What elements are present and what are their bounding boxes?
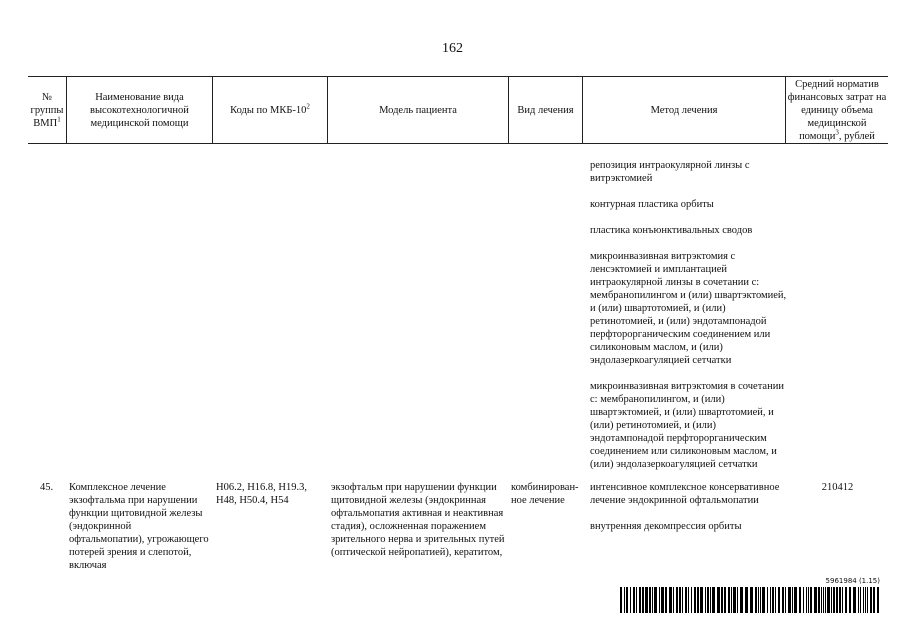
method-item: внутренняя декомпрессия орбиты bbox=[590, 521, 742, 532]
barcode-bar bbox=[845, 587, 847, 613]
barcode-bar bbox=[673, 587, 674, 613]
barcode-bar bbox=[762, 587, 765, 613]
barcode-bar bbox=[806, 587, 807, 613]
barcode-bar bbox=[688, 587, 689, 613]
barcode-bar bbox=[782, 587, 784, 613]
continuation-methods-list bbox=[590, 159, 790, 484]
header-patient-model: Модель пациента bbox=[379, 104, 457, 116]
barcode-bar bbox=[733, 587, 736, 613]
barcode-bar bbox=[639, 587, 641, 613]
barcode-bar bbox=[808, 587, 809, 613]
barcode-bar bbox=[728, 587, 730, 613]
row-45-cost: 210412 bbox=[821, 482, 854, 493]
barcode-bar bbox=[636, 587, 637, 613]
barcode-bar bbox=[721, 587, 723, 613]
barcode-bar bbox=[665, 587, 667, 613]
barcode-bar bbox=[705, 587, 706, 613]
barcode-bar bbox=[772, 587, 774, 613]
barcode-bar bbox=[724, 587, 726, 613]
barcode-bar bbox=[745, 587, 748, 613]
barcode-bar bbox=[652, 587, 653, 613]
barcode-bar bbox=[865, 587, 866, 613]
barcode-bar bbox=[823, 587, 824, 613]
barcode-bar bbox=[792, 587, 793, 613]
barcode-bar bbox=[645, 587, 648, 613]
barcode-bar bbox=[842, 587, 843, 613]
row-45-icd-codes: H06.2, H16.8, H19.3, H48, H50.4, H54 bbox=[216, 482, 307, 506]
header-treatment-method: Метод лечения bbox=[650, 104, 718, 116]
barcode-bar bbox=[778, 587, 780, 613]
barcode-bar bbox=[710, 587, 711, 613]
barcode-bar bbox=[860, 587, 861, 613]
barcode-bar bbox=[863, 587, 864, 613]
barcode-bar bbox=[810, 587, 812, 613]
barcode-bar bbox=[831, 587, 832, 613]
barcode-bar bbox=[712, 587, 715, 613]
barcode-bar bbox=[630, 587, 631, 613]
barcode-bar bbox=[827, 587, 830, 613]
barcode-bar bbox=[707, 587, 709, 613]
barcode-bar bbox=[770, 587, 771, 613]
barcode-bar bbox=[676, 587, 678, 613]
barcode-label: 5961984 (1.15) bbox=[825, 577, 880, 585]
barcode-bar bbox=[654, 587, 657, 613]
method-item: микроинвазивная витрэктомия в сочетании с: мембранопилингом, и (или) швартэктомией, и (или) швартотомией, и (или) ретинотомией, и (или) эндотампонадой перфторорганическим соединением или силиконовым маслом, и (или) эндолазеркоагуляцией сетчатки bbox=[590, 381, 784, 470]
barcode bbox=[620, 587, 882, 613]
barcode-bar bbox=[877, 587, 879, 613]
header-care-type: Наименование вида высокотехнологичной медицинской помощи bbox=[90, 91, 189, 129]
header-cost: Средний норматив финансовых затрат на единицу объема медицинской помощи$^3$, рублей bbox=[787, 78, 887, 142]
barcode-bar bbox=[839, 587, 841, 613]
barcode-bar bbox=[624, 587, 625, 613]
barcode-bar bbox=[642, 587, 644, 613]
method-item: контурная пластика орбиты bbox=[590, 199, 714, 210]
barcode-bar bbox=[760, 587, 761, 613]
barcode-bar bbox=[697, 587, 699, 613]
barcode-bar bbox=[633, 587, 635, 613]
table-header-bottom-rule bbox=[28, 143, 888, 144]
barcode-bar bbox=[620, 587, 622, 613]
barcode-bar bbox=[767, 587, 768, 613]
barcode-bar bbox=[858, 587, 859, 613]
row-45-patient-model: экзофтальм при нарушении функции щитовидной железы (эндокринная офтальмопатия активная и неактивная стадия), осложненная поражением зрительного нерва и зрительных путей (оптической нейропатией), кератитом, bbox=[331, 482, 505, 558]
barcode-bar bbox=[873, 587, 875, 613]
barcode-bar bbox=[700, 587, 703, 613]
barcode-bar bbox=[803, 587, 804, 613]
header-treatment-type: Вид лечения bbox=[517, 104, 574, 116]
barcode-bar bbox=[821, 587, 822, 613]
barcode-bar bbox=[818, 587, 820, 613]
method-item: микроинвазивная витрэктомия с ленсэктомией и имплантацией интраокулярной линзы в сочетании с: мембранопилингом и (или) швартэктомией, и (или) швартотомией, и (или) ретинотомией, и (или) эндотампонадой перфторорганическим соединением или силиконовым маслом, и (или) эндолазеркоагуляцией сетчатки bbox=[590, 251, 787, 366]
method-item: репозиция интраокулярной линзы с витрэктомией bbox=[590, 160, 750, 184]
barcode-bar bbox=[870, 587, 872, 613]
row-45-number: 45. bbox=[40, 482, 54, 493]
row-45-methods bbox=[590, 481, 784, 546]
method-item: пластика конъюнктивальных сводов bbox=[590, 225, 753, 236]
barcode-bar bbox=[794, 587, 797, 613]
barcode-bar bbox=[682, 587, 683, 613]
barcode-bar bbox=[814, 587, 817, 613]
header-group-number: № группы ВМП$^1$ bbox=[30, 91, 64, 129]
barcode-bar bbox=[775, 587, 776, 613]
row-45-treatment-type: комбинирован-ное лечение bbox=[511, 482, 579, 506]
barcode-bar bbox=[717, 587, 720, 613]
barcode-bar bbox=[626, 587, 628, 613]
barcode-bar bbox=[836, 587, 838, 613]
barcode-bar bbox=[669, 587, 672, 613]
barcode-bar bbox=[661, 587, 664, 613]
barcode-bar bbox=[737, 587, 738, 613]
barcode-bar bbox=[788, 587, 791, 613]
barcode-bar bbox=[659, 587, 660, 613]
barcode-bar bbox=[694, 587, 696, 613]
barcode-bar bbox=[785, 587, 786, 613]
barcode-bar bbox=[758, 587, 759, 613]
barcode-bar bbox=[755, 587, 757, 613]
barcode-bar bbox=[867, 587, 868, 613]
barcode-bar bbox=[691, 587, 692, 613]
barcode-bar bbox=[740, 587, 743, 613]
barcode-bar bbox=[833, 587, 835, 613]
row-45-care-name: Комплексное лечение экзофтальма при нарушении функции щитовидной железы (эндокринной офтальмопатии), угрожающего потерей зрения и слепотой, включая bbox=[69, 482, 209, 571]
barcode-bar bbox=[853, 587, 856, 613]
barcode-bar bbox=[731, 587, 732, 613]
page-number: 162 bbox=[442, 41, 463, 56]
barcode-bar bbox=[679, 587, 681, 613]
barcode-bar bbox=[649, 587, 651, 613]
barcode-bar bbox=[685, 587, 687, 613]
method-item: интенсивное комплексное консервативное лечение эндокринной офтальмопатии bbox=[590, 482, 780, 506]
barcode-bar bbox=[825, 587, 826, 613]
header-icd-codes: Коды по МКБ-$10^2$ bbox=[230, 102, 310, 116]
barcode-bar bbox=[849, 587, 851, 613]
barcode-bar bbox=[750, 587, 753, 613]
barcode-bar bbox=[799, 587, 801, 613]
